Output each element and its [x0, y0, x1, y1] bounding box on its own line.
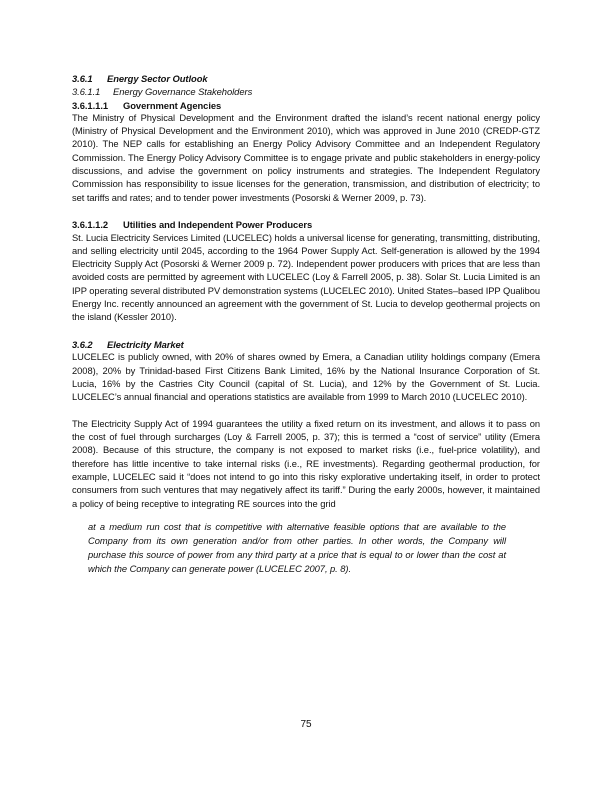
paragraph-utilities-ipp: St. Lucia Electricity Services Limited (LUCELEC) holds a universal license for generating, transmitting, distributing, and selling electricity until 2045, according to the 1964 Power Supply Act. Self-generation is allowed by the 1994 Electricity Supply Act (Posorski & Werner 2009 p. 72). Independent power producers with prices that are less than avoided costs are permitted by agreement with LUCELEC (Loy & Farrell 2005, p. 38). Solar St. Lucia Limited is an IPP operating several distributed PV demonstration systems (LUCELEC 2010). United States–based IPP Qualibou Energy Inc. recently announced an agreement with the government of St. Lucia to develop geothermal projects on the island (Kessler 2010). — [72, 232, 540, 323]
spacer — [72, 325, 540, 338]
section-heading-3-6-1 — [72, 72, 540, 85]
section-number: 3.6.1.1.2 — [72, 219, 109, 231]
spacer — [72, 404, 540, 417]
section-title: Utilities and Independent Power Producers — [123, 219, 313, 231]
paragraph-electricity-market-ownership: LUCELEC is publicly owned, with 20% of shares owned by Emera, a Canadian utility holdings company (Emera 2008), 20% by Trinidad-based First Citizens Bank Limited, 16% by the National Insurance Corporation of St. Lucia, 16% by the Castries City Council (capital of St. Lucia), and 12% by the Government of St. Lucia. LUCELEC’s annual financial and operations statistics are available from 1999 to March 2010 (LUCELEC 2010). — [72, 352, 540, 403]
section-heading-3-6-1-1 — [72, 85, 540, 98]
section-title: Energy Sector Outlook — [107, 73, 208, 84]
section-heading-3-6-1-1-2 — [72, 218, 540, 231]
page-number: 75 — [300, 719, 312, 730]
section-number: 3.6.1.1 — [72, 86, 101, 98]
section-number: 3.6.1.1.1 — [72, 99, 109, 111]
section-number: 3.6.2 — [72, 338, 93, 350]
section-title: Energy Governance Stakeholders — [113, 86, 253, 98]
section-title: Electricity Market — [107, 338, 184, 350]
section-heading-3-6-2 — [72, 338, 540, 351]
block-quote-lucelec: at a medium run cost that is competitive with alternative feasible options that are available to the Company from its own generation and/or from other parties. In other words, the Company will purchase this source of power from any third party at a price that is equal to or lower than the cost at which the Company can generate power (LUCELEC 2007, p. 8). — [88, 521, 506, 574]
section-heading-3-6-1-1-1 — [72, 99, 540, 112]
paragraph-government-agencies: The Ministry of Physical Development and the Environment drafted the island’s recent national energy policy (Ministry of Physical Development and the Environment 2010), which was approved in June 2010 (CREDP-GTZ 2010). The NEP calls for establishing an Energy Policy Advisory Committee and an Independent Regulatory Commission. The Energy Policy Advisory Committee is to engage private and public stakeholders in energy-policy discussions, and advise the government on policy instruments and strategies. The Independent Regulatory Commission has responsibility to issue licenses for the generation, transmission, and distribution of electricity; to set tariffs and rates; and to tender power investments (Posorski & Werner 2009, p. 73). — [72, 112, 540, 203]
document-page — [72, 72, 540, 576]
section-number: 3.6.1 — [72, 73, 93, 84]
section-title: Government Agencies — [123, 99, 222, 111]
spacer — [72, 205, 540, 218]
spacer — [72, 511, 540, 520]
paragraph-electricity-supply-act: The Electricity Supply Act of 1994 guarantees the utility a fixed return on its investment, and allows it to pass on the cost of fuel through surcharges (Loy & Farrell 2005, p. 37); this is termed a “cost of service” utility (Emera 2008). Because of this structure, the company is not exposed to market risks (i.e., fuel-price volatility), and therefore has little incentive to take internal risks (i.e., RE investments). Regarding geothermal production, for example, LUCELEC said it “does not intend to go into this risky explorative undertaking itself, in order to protect consumers from such ventures that may negatively affect its tariff.” During the early 2000s, however, it maintained a policy of being receptive to integrating RE sources into the grid — [72, 418, 540, 509]
